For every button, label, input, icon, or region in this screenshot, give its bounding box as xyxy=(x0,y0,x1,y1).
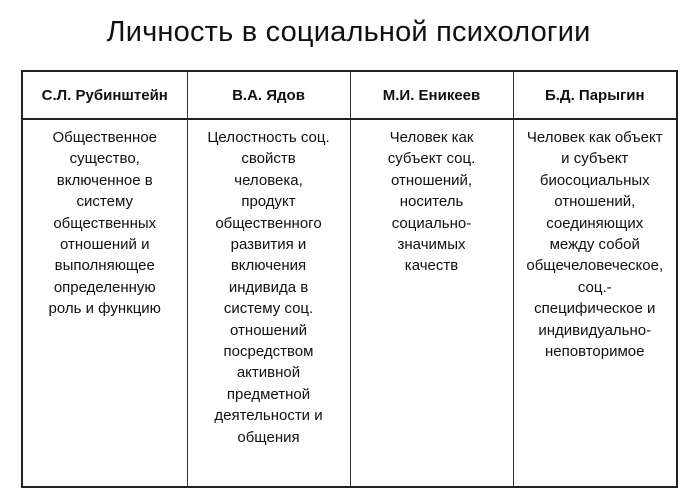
header-enikeev: М.И. Еникеев xyxy=(350,71,513,119)
cell-rubinstein-text: Общественное существо, включенное в систему общественных отношений и выполняющее определенную роль и функцию xyxy=(48,129,161,318)
cell-yadov xyxy=(187,119,350,487)
table-row xyxy=(22,119,677,487)
page-title: Личность в социальной психологии xyxy=(106,16,591,48)
cell-parygin-text: Человек как объект и субъект биосоциальных отношений, соединяющих между собой общечеловеческое, соц.- специфическое и индивидуально- неповторимое xyxy=(526,129,664,361)
cell-yadov-text: Целостность соц. свойств человека, продукт общественного развития и включения индивида в систему соц. отношений посредством активной предметной деятельности и общения xyxy=(207,129,330,446)
cell-parygin xyxy=(513,119,677,487)
cell-enikeev xyxy=(350,119,513,487)
table-header-row xyxy=(22,71,677,119)
header-rubinstein: С.Л. Рубинштейн xyxy=(22,71,187,119)
header-yadov: В.А. Ядов xyxy=(187,71,350,119)
cell-rubinstein xyxy=(22,119,187,487)
cell-enikeev-text: Человек как субъект соц. отношений, носитель социально- значимых качеств xyxy=(387,129,476,275)
header-parygin: Б.Д. Парыгин xyxy=(513,71,677,119)
definitions-table xyxy=(21,70,678,488)
